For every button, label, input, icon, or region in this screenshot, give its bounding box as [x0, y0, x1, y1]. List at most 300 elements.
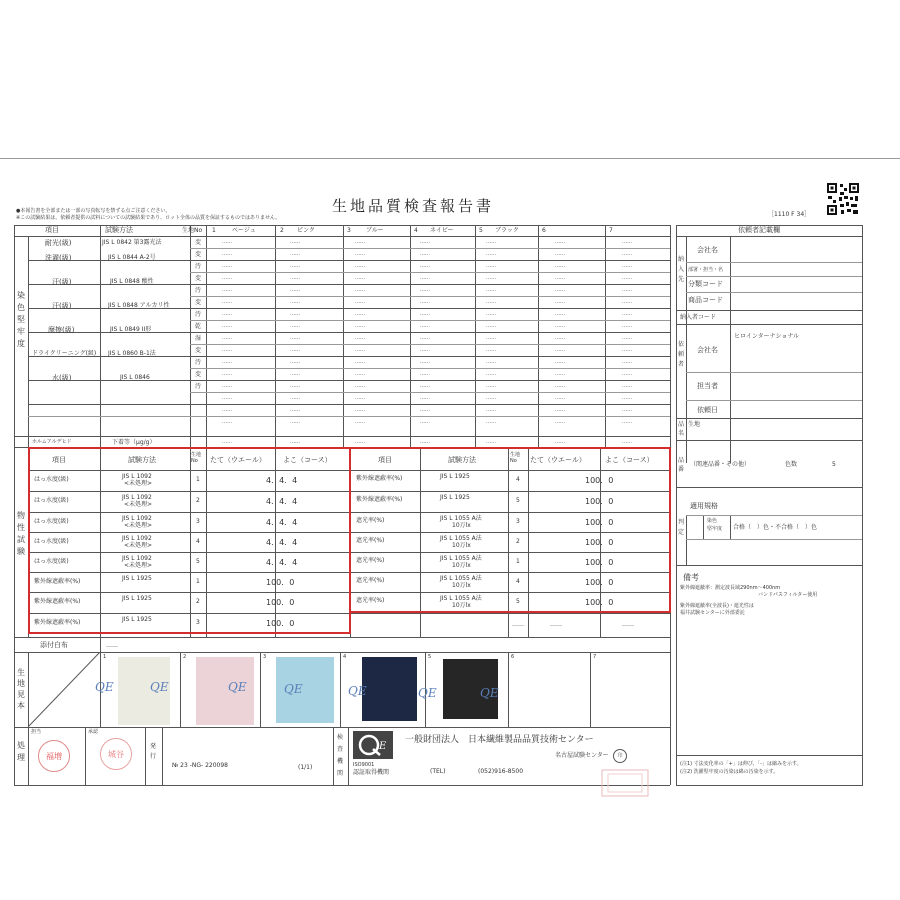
shohin-code-label: 商品コード [688, 296, 723, 304]
fastness-cell: …… [486, 407, 496, 413]
fastness-cell: …… [420, 407, 430, 413]
fastness-cell: …… [486, 439, 496, 445]
phys-item-right: 紫外線遮蔽率(%) [356, 496, 403, 503]
form-code: ［1110 F 34］ [768, 211, 811, 218]
phys-value-right: 100．0 [585, 598, 614, 607]
note-1: (注1) 寸法変化率の「+」は伸び、「-」は縮みを示す。 [680, 761, 802, 767]
phys-method2-left: <未処理> [124, 522, 153, 529]
fastness-cell: …… [555, 275, 565, 281]
phys-item-right: 遮光率(%) [356, 577, 385, 584]
notice-line-2: ※この試験結果は、依頼者提供の試料についての試験結果であり、ロット全体の品質を保証するものではありません。 [16, 215, 281, 221]
fast-sub-5a: 変 [195, 347, 202, 354]
fastness-cell: …… [420, 347, 430, 353]
iso-label-2: 認証取得機関 [353, 769, 390, 776]
fastness-cell: …… [290, 383, 300, 389]
fastness-cell: …… [420, 251, 430, 257]
fastness-cell: …… [290, 359, 300, 365]
fastness-cell: …… [355, 299, 365, 305]
hinmei-label: 品名 [678, 421, 685, 437]
fast-sub-6a: 変 [195, 371, 202, 378]
phys-method2-left: <未処理> [124, 480, 153, 487]
fastness-cell: …… [555, 419, 565, 425]
fastness-cell: …… [622, 371, 632, 377]
phys-value-right: 100．0 [585, 558, 614, 567]
fastness-cell: …… [222, 239, 232, 245]
fastness-cell: …… [555, 383, 565, 389]
fastness-cell: …… [420, 239, 430, 245]
phys-method-right: JIS L 1925 [440, 494, 470, 501]
formaldehyde-item: ホルムアルデヒド [32, 439, 72, 445]
shouin-label: 承認 [88, 729, 99, 735]
phys-method2-left: <未処理> [124, 542, 153, 549]
phys-value-left: 4．4．4 [266, 497, 298, 506]
nounyu-code-label: 納入者コード [680, 314, 717, 321]
fastness-cell: …… [420, 287, 430, 293]
phys-method2-right: 10万lx [452, 542, 471, 549]
fastness-cell: …… [222, 439, 232, 445]
bunrui-code-label: 分類コード [688, 280, 723, 288]
tel-number: (052)916-8500 [478, 768, 524, 775]
report-number: № 23 -NG- 220098 [172, 762, 228, 769]
fast-item-3: 汗(級) [52, 302, 72, 310]
phys-h-method-l: 試験方法 [128, 456, 156, 464]
fastness-cell: …… [290, 275, 300, 281]
fastness-cell: …… [555, 439, 565, 445]
sample-logo-2: QE [150, 680, 169, 694]
qe-logo-icon [353, 731, 393, 759]
fast-item-4: 摩擦(級) [48, 326, 75, 334]
fastness-cell: …… [420, 439, 430, 445]
fastness-cell: …… [555, 395, 565, 401]
sample-num-1: 1 [103, 654, 107, 660]
fastness-cell: …… [486, 347, 496, 353]
svg-text:E: E [379, 741, 387, 752]
fastness-cell: …… [420, 395, 430, 401]
main-header-no: 生地No [182, 227, 203, 234]
fastness-cell: …… [622, 395, 632, 401]
hinban-label: 品番 [678, 457, 685, 473]
fastness-cell: …… [222, 359, 232, 365]
fastness-cell: …… [222, 323, 232, 329]
phys-value-left: 4．4．4 [266, 518, 298, 527]
phys-no-left: 1 [196, 476, 200, 483]
fastness-cell: …… [355, 395, 365, 401]
fastness-cell: …… [486, 371, 496, 377]
irai-company-label: 会社名 [697, 346, 718, 354]
fastness-cell: …… [222, 407, 232, 413]
stamp-shouin: 城谷 [100, 738, 132, 770]
phys-method-right: JIS L 1055 A法 [440, 595, 482, 602]
phys-method-right: JIS L 1055 A法 [440, 535, 482, 542]
phys-method-left: JIS L 1092 [122, 494, 152, 501]
fastness-cell: …… [222, 419, 232, 425]
fastness-cell: …… [486, 287, 496, 293]
sample-logo-3: QE [228, 680, 247, 694]
phys-item-right: 遮光率(%) [356, 597, 385, 604]
sample-logo-1: QE [95, 680, 114, 694]
hantei-label: 判定 [678, 519, 685, 536]
phys-value-left: 100．0 [266, 598, 295, 607]
notice-line-1: ●本報告書を全部または一部の写真転写を禁ずる点ご注意ください。 [16, 208, 171, 214]
fastness-cell: …… [555, 287, 565, 293]
sample-swatch-4 [362, 657, 417, 721]
highlight-right [349, 447, 671, 613]
fastness-cell: …… [555, 251, 565, 257]
phys-h-tate-r: たて（ウエール） [530, 456, 586, 464]
fastness-cell: …… [622, 287, 632, 293]
fastness-cell: …… [355, 275, 365, 281]
nou-small-label: 部署・担当・名 [688, 267, 724, 273]
iso-label: ISO9001 [353, 762, 375, 768]
fastness-cell: …… [486, 251, 496, 257]
phys-method2-right: 10万lx [452, 582, 471, 589]
phys-item-left: はっ水度(級) [34, 538, 69, 545]
fastness-cell: …… [555, 347, 565, 353]
fast-item-2: 汗(級) [52, 278, 72, 286]
phys-value-right: 100．0 [585, 497, 614, 506]
fast-method-1: JIS L 0844 A-2号 [108, 254, 156, 261]
fastness-cell: …… [622, 311, 632, 317]
top-divider [0, 158, 900, 159]
fastness-cell: …… [622, 359, 632, 365]
col-num-1: 1 [212, 227, 216, 234]
remark-line-4: 福井試験センターに外部委託 [680, 610, 745, 616]
fastness-cell: …… [290, 419, 300, 425]
fastness-cell: …… [355, 383, 365, 389]
qr-code [826, 182, 860, 216]
fastness-cell: …… [290, 347, 300, 353]
fastness-cell: …… [486, 419, 496, 425]
fastness-cell: …… [290, 251, 300, 257]
inspection-seal: 印 [613, 749, 627, 763]
fast-item-1: 洗濯(級) [45, 254, 72, 262]
fastness-cell: …… [622, 275, 632, 281]
fast-sub-4b: 湿 [195, 335, 202, 342]
phys-method-right: JIS L 1055 A法 [440, 575, 482, 582]
phys-no-right: 4 [516, 476, 520, 483]
fastness-cell: …… [222, 347, 232, 353]
fastness-cell: …… [622, 251, 632, 257]
fastness-cell: …… [355, 263, 365, 269]
inspection-org: 一般財団法人 日本繊維製品品質技術センター [405, 735, 594, 745]
phys-no-right: 2 [516, 538, 520, 545]
phys-no-left: 3 [196, 619, 200, 626]
fastness-cell: …… [420, 299, 430, 305]
fastness-cell: …… [420, 335, 430, 341]
fastness-cell: …… [622, 299, 632, 305]
requester-header: 依頼者記載欄 [738, 226, 780, 234]
col-num-6: 6 [542, 227, 546, 234]
fastness-cell: …… [486, 299, 496, 305]
fastness-cell: …… [355, 311, 365, 317]
tekiyo-label: 適用規格 [690, 502, 718, 510]
nou-side-label: 納入先 [678, 256, 685, 283]
phys-item-left: はっ水度(級) [34, 476, 69, 483]
fastness-cell: …… [290, 287, 300, 293]
fast-item-5: ドライクリーニング(級) [32, 350, 97, 357]
fastness-cell: …… [622, 335, 632, 341]
phys-h-yoko-l: よこ（コース） [283, 456, 332, 464]
fastness-cell: …… [420, 419, 430, 425]
fast-method-0: JIS L 0842 第3露光法 [102, 239, 162, 246]
sample-num-2: 2 [183, 654, 187, 660]
phys-no-right: 4 [516, 578, 520, 585]
sample-num-3: 3 [263, 654, 267, 660]
note-2: (注2) 洗濯堅牢度の汚染は綿の汚染を示す。 [680, 769, 779, 775]
fastness-cell: …… [355, 407, 365, 413]
fastness-cell: …… [622, 347, 632, 353]
fastness-cell: …… [222, 287, 232, 293]
attach-label: 添付白布 [40, 641, 68, 649]
fast-method-5: JIS L 0860 B-1法 [108, 350, 156, 357]
fast-sub-0: 変 [195, 239, 202, 246]
sample-logo-6: QE [418, 686, 437, 700]
remark-line-2: バンドパスフィルター使用 [758, 592, 818, 598]
stamp-tantou: 福増 [38, 740, 70, 772]
phys-value-left: 4．4．4 [266, 538, 298, 547]
col-color-5: ブラック [495, 227, 519, 234]
attach-value: …… [106, 642, 118, 649]
inspection-branch: 名古屋試験センター [555, 752, 609, 759]
fastness-cell: …… [420, 311, 430, 317]
phys-method-left: JIS L 1092 [122, 473, 152, 480]
phys-item-left: はっ水度(級) [34, 497, 69, 504]
fastness-cell: …… [222, 371, 232, 377]
phys-item-left: 紫外線遮蔽率(%) [34, 578, 81, 585]
phys-value-left: 4．4．4 [266, 558, 298, 567]
fast-sub-1a: 変 [195, 251, 202, 258]
phys-h-item-l: 項目 [52, 456, 66, 464]
fastness-cell: …… [355, 359, 365, 365]
fastness-cell: …… [555, 263, 565, 269]
phys-no-left: 4 [196, 538, 200, 545]
phys-h-tate-l: たて（ウエール） [210, 456, 266, 464]
fastness-cell: …… [420, 275, 430, 281]
phys-item-right: 遮光率(%) [356, 537, 385, 544]
remark-line-1: 紫外線遮蔽率：測定波長域290nm～400nm [680, 585, 781, 591]
fastness-cell: …… [486, 323, 496, 329]
main-header-method: 試験方法 [105, 226, 133, 234]
fastness-cell: …… [290, 407, 300, 413]
fastness-cell: …… [222, 263, 232, 269]
phys-item-right: 遮光率(%) [356, 517, 385, 524]
phys-method-left: JIS L 1925 [122, 575, 152, 582]
report-title: 生地品質検査報告書 [332, 197, 495, 215]
phys-item-right: 遮光率(%) [356, 557, 385, 564]
pass-fail-text: 合格（ ）色・不合格（ ）色 [733, 524, 818, 531]
phys-no-left: 1 [196, 578, 200, 585]
fast-method-4: JIS L 0849 II形 [110, 326, 152, 333]
sample-num-7: 7 [593, 654, 597, 660]
phys-method-left: JIS L 1925 [122, 595, 152, 602]
iro-label: 色数 [785, 461, 798, 468]
col-color-3: ブルー [366, 227, 384, 234]
phys-method-right: JIS L 1055 A法 [440, 515, 482, 522]
hinban-value: （関連品番・その他） [690, 461, 751, 468]
fastness-cell: …… [555, 407, 565, 413]
irai-side-label: 依頼者 [678, 341, 685, 368]
sample-num-5: 5 [428, 654, 432, 660]
phys-value-left: 100．0 [266, 578, 295, 587]
phys-value-right: 100．0 [585, 476, 614, 485]
phys-method-left: JIS L 1092 [122, 535, 152, 542]
fastness-cell: …… [486, 383, 496, 389]
fastness-cell: …… [290, 263, 300, 269]
fastness-cell: …… [355, 239, 365, 245]
phys-method2-right: 10万lx [452, 522, 471, 529]
remark-line-3: 紫外線遮蔽率(全波長)・遮光性は [680, 603, 754, 609]
fastness-cell: …… [486, 263, 496, 269]
sample-logo-4: QE [284, 682, 303, 696]
fastness-cell: …… [290, 335, 300, 341]
fast-sub-3b: 汚 [195, 311, 202, 318]
fastness-cell: …… [420, 383, 430, 389]
phys-no-right: 1 [516, 558, 520, 565]
phys-value-left: 4．4．4 [266, 476, 298, 485]
fastness-cell: …… [222, 251, 232, 257]
phys-value-left: 100．0 [266, 619, 295, 628]
phys-h-item-r: 項目 [378, 456, 392, 464]
fast-method-3: JIS L 0848 アルカリ性 [108, 302, 170, 309]
phys-item-right: 紫外線遮蔽率(%) [356, 475, 403, 482]
fastness-cell: …… [486, 359, 496, 365]
fastness-cell: …… [555, 335, 565, 341]
remarks-label: 備考 [683, 573, 699, 582]
phys-method2-left: <未処理> [124, 562, 153, 569]
fast-method-6: JIS L 0846 [120, 374, 150, 381]
process-label: 処理 [17, 741, 25, 762]
fastness-cell: …… [222, 335, 232, 341]
hinmei-value: 生地 [688, 421, 701, 428]
fastness-cell: …… [622, 323, 632, 329]
formaldehyde-method: 下着等（μg/g） [112, 439, 156, 446]
phys-extra-tate: …… [550, 621, 562, 628]
fastness-cell: …… [290, 371, 300, 377]
fastness-cell: …… [555, 239, 565, 245]
fastness-cell: …… [622, 419, 632, 425]
fastness-cell: …… [555, 323, 565, 329]
fast-method-2: JIS L 0848 酸性 [110, 278, 154, 285]
fastness-cell: …… [222, 383, 232, 389]
fast-sub-1b: 汚 [195, 263, 202, 270]
phys-h-method-r: 試験方法 [448, 456, 476, 464]
fastness-cell: …… [222, 299, 232, 305]
phys-method-right: JIS L 1055 A法 [440, 555, 482, 562]
faint-seal-icon [600, 768, 650, 798]
phys-side-label: 物性試験 [17, 511, 25, 556]
main-header-item: 項目 [45, 226, 59, 234]
irai-company-value: ヒロインターナショナル [734, 333, 800, 340]
fast-item-6: 水(級) [52, 374, 72, 382]
col-num-7: 7 [609, 227, 613, 234]
col-num-3: 3 [347, 227, 351, 234]
phys-no-left: 2 [196, 598, 200, 605]
fastness-cell: …… [290, 439, 300, 445]
fastness-cell: …… [622, 383, 632, 389]
phys-h-no-r: 生地No [510, 452, 521, 464]
fastness-cell: …… [222, 311, 232, 317]
senshoku-label: 染色 [707, 518, 718, 524]
fastness-cell: …… [622, 263, 632, 269]
col-color-4: ネイビー [430, 227, 454, 234]
fast-item-0: 耐光(級) [45, 239, 72, 247]
fastness-cell: …… [486, 395, 496, 401]
fastness-cell: …… [290, 311, 300, 317]
issue-label: 発行 [150, 743, 157, 760]
col-color-1: ベージュ [232, 227, 256, 234]
phys-method-right: JIS L 1925 [440, 473, 470, 480]
irai-date-label: 依頼日 [697, 406, 718, 414]
tel-label: (TEL) [430, 768, 446, 775]
fastness-cell: …… [420, 323, 430, 329]
fastness-cell: …… [486, 335, 496, 341]
col-color-2: ピンク [297, 227, 315, 234]
col-num-5: 5 [479, 227, 483, 234]
phys-value-right: 100．0 [585, 578, 614, 587]
phys-item-left: 紫外線遮蔽率(%) [34, 598, 81, 605]
phys-no-left: 2 [196, 497, 200, 504]
fast-sub-3a: 変 [195, 299, 202, 306]
sample-diagonal [28, 652, 100, 727]
fastness-cell: …… [622, 407, 632, 413]
sample-logo-5: QE [348, 684, 367, 698]
phys-item-left: 紫外線遮蔽率(%) [34, 619, 81, 626]
fast-sub-2b: 汚 [195, 287, 202, 294]
tantou-label: 担当 [31, 729, 42, 735]
fastness-cell: …… [420, 359, 430, 365]
phys-no-left: 3 [196, 518, 200, 525]
sample-logo-7: QE [480, 686, 499, 700]
phys-extra-no: …… [512, 621, 524, 628]
col-num-4: 4 [414, 227, 418, 234]
fastness-cell: …… [290, 323, 300, 329]
fast-sub-4a: 乾 [195, 323, 202, 330]
fastness-cell: …… [355, 347, 365, 353]
phys-method-left: JIS L 1092 [122, 515, 152, 522]
tanto-label: 担当者 [697, 382, 718, 390]
phys-no-left: 5 [196, 558, 200, 565]
dye-side-label: 染色堅牢度 [17, 291, 25, 348]
fastness-cell: …… [355, 335, 365, 341]
phys-no-right: 5 [516, 598, 520, 605]
fast-sub-6b: 汚 [195, 383, 202, 390]
phys-value-right: 100．0 [585, 518, 614, 527]
fastness-cell: …… [355, 371, 365, 377]
fastness-cell: …… [355, 419, 365, 425]
fast-sub-2a: 変 [195, 275, 202, 282]
fastness-cell: …… [486, 239, 496, 245]
phys-item-left: はっ水度(級) [34, 558, 69, 565]
phys-method2-right: 10万lx [452, 562, 471, 569]
fastness-cell: …… [355, 439, 365, 445]
fastness-cell: …… [486, 311, 496, 317]
phys-value-right: 100．0 [585, 538, 614, 547]
phys-method2-left: <未処理> [124, 501, 153, 508]
phys-method-left: JIS L 1092 [122, 555, 152, 562]
inspection-label: 検査機関 [337, 734, 344, 777]
fastness-cell: …… [622, 439, 632, 445]
fastness-cell: …… [622, 239, 632, 245]
phys-method-left: JIS L 1925 [122, 616, 152, 623]
sample-side-label: 生地見本 [17, 668, 25, 710]
phys-no-right: 3 [516, 518, 520, 525]
fastness-cell: …… [290, 395, 300, 401]
sample-num-4: 4 [343, 654, 347, 660]
highlight-left [28, 447, 351, 634]
fastness-cell: …… [486, 275, 496, 281]
fastness-cell: …… [420, 263, 430, 269]
iro-value: 5 [832, 461, 836, 468]
